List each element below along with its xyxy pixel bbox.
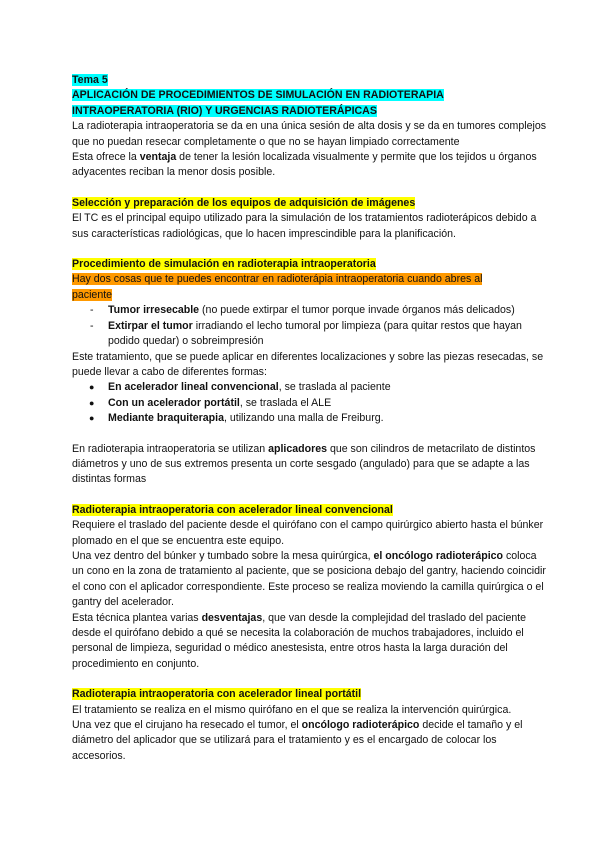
section-heading-imaging: Selección y preparación de los equipos de adquisición de imágenes [72, 196, 416, 209]
list-item: - Extirpar el tumor irradiando el lecho tumoral por limpieza (para quitar restos que hayan podido quedar) o sobreimpresión [90, 319, 522, 348]
intro-advantage-paragraph: Esta ofrece la ventaja de tener la lesión localizada visualmente y permite que los tejidos u órganos adyacentes reciban la menor dosis posible. [72, 151, 537, 179]
intro-paragraph: La radioterapia intraoperatoria se da en una única sesión de alta dosis y se da en tumores complejos que no puedan resecar completamente o que no se hayan limpiado correctamente [72, 120, 547, 148]
section-heading-conventional: Radioterapia intraoperatoria con acelerador lineal convencional [72, 503, 393, 516]
list-item: - Tumor irresecable (no puede extirpar el tumor porque invade órganos más delicados) [90, 304, 515, 317]
conventional-paragraph-3: Esta técnica plantea varias desventajas, que van desde la complejidad del traslado del paciente desde el quirófano debido a qué se necesita la colaboración de muchos trabajadores, incluido el personal de limpieza, seguridad o médico anestesista, entre otros hasta la larga duración del procedimiento en conjunto. [72, 611, 527, 670]
document-title: APLICACIÓN DE PROCEDIMIENTOS DE SIMULACIÓN EN RADIOTERAPIA [72, 89, 444, 102]
portable-paragraph-1: El tratamiento se realiza en el mismo quirófano en el que se realiza la intervención quirúrgica. [72, 703, 512, 716]
dash-list [72, 303, 550, 349]
topic-label: Tema 5 [72, 74, 108, 86]
document-title-line2: INTRAOPERATORIA (RIO) Y URGENCIAS RADIOTERÁPICAS [72, 104, 377, 117]
list-item: ● Con un acelerador portátil, se traslada el ALE [89, 396, 332, 409]
applicators-paragraph: En radioterapia intraoperatoria se utilizan aplicadores que son cilindros de metacrilato de distintos diámetros y uno de sus extremos presenta un corte sesgado (angulado) para que se adapte a las distintas formas [72, 442, 536, 486]
portable-paragraph-2: Una vez que el cirujano ha resecado el tumor, el oncólogo radioterápico decide el tamaño y el diámetro del aplicador que se utilizará para el tratamiento y es el encargado de colocar los accesorios. [72, 719, 523, 762]
treatment-paragraph: Este tratamiento, que se puede aplicar en diferentes localizaciones y sobre las piezas resecadas, se puede llevar a cabo de diferentes formas: [72, 350, 544, 378]
conventional-paragraph-2: Una vez dentro del búnker y tumbado sobre la mesa quirúrgica, el oncólogo radioterápico coloca un cono en la zona de tratamiento al paciente, que se posiciona debajo del gantry, haciendo coincidir el cono con el aplicador correspondiente. Este proceso se realiza moviendo la camilla quirúrgica o el gantry del acelerador. [72, 549, 546, 609]
conventional-paragraph-1: Requiere el traslado del paciente desde el quirófano con el campo quirúrgico abierto hasta el búnker plomado en el que se encuentra este equipo. [72, 519, 544, 547]
list-item: ● Mediante braquiterapia, utilizando una malla de Freiburg. [89, 412, 384, 425]
section-heading-portable: Radioterapia intraoperatoria con acelerador lineal portátil [72, 688, 362, 701]
section-heading-simulation: Procedimiento de simulación en radioterapia intraoperatoria [72, 258, 376, 271]
list-item: ● En acelerador lineal convencional, se traslada al paciente [89, 381, 391, 394]
imaging-paragraph: El TC es el principal equipo utilizado para la simulación de los tratamientos radioterápicos debido a sus características radiológicas, que lo hacen imprescindible para la planificación. [72, 212, 537, 240]
highlighted-note: Hay dos cosas que te puedes encontrar en radioterápia intraoperatoria cuando abres al paciente [72, 273, 483, 301]
bullet-list [72, 380, 550, 426]
